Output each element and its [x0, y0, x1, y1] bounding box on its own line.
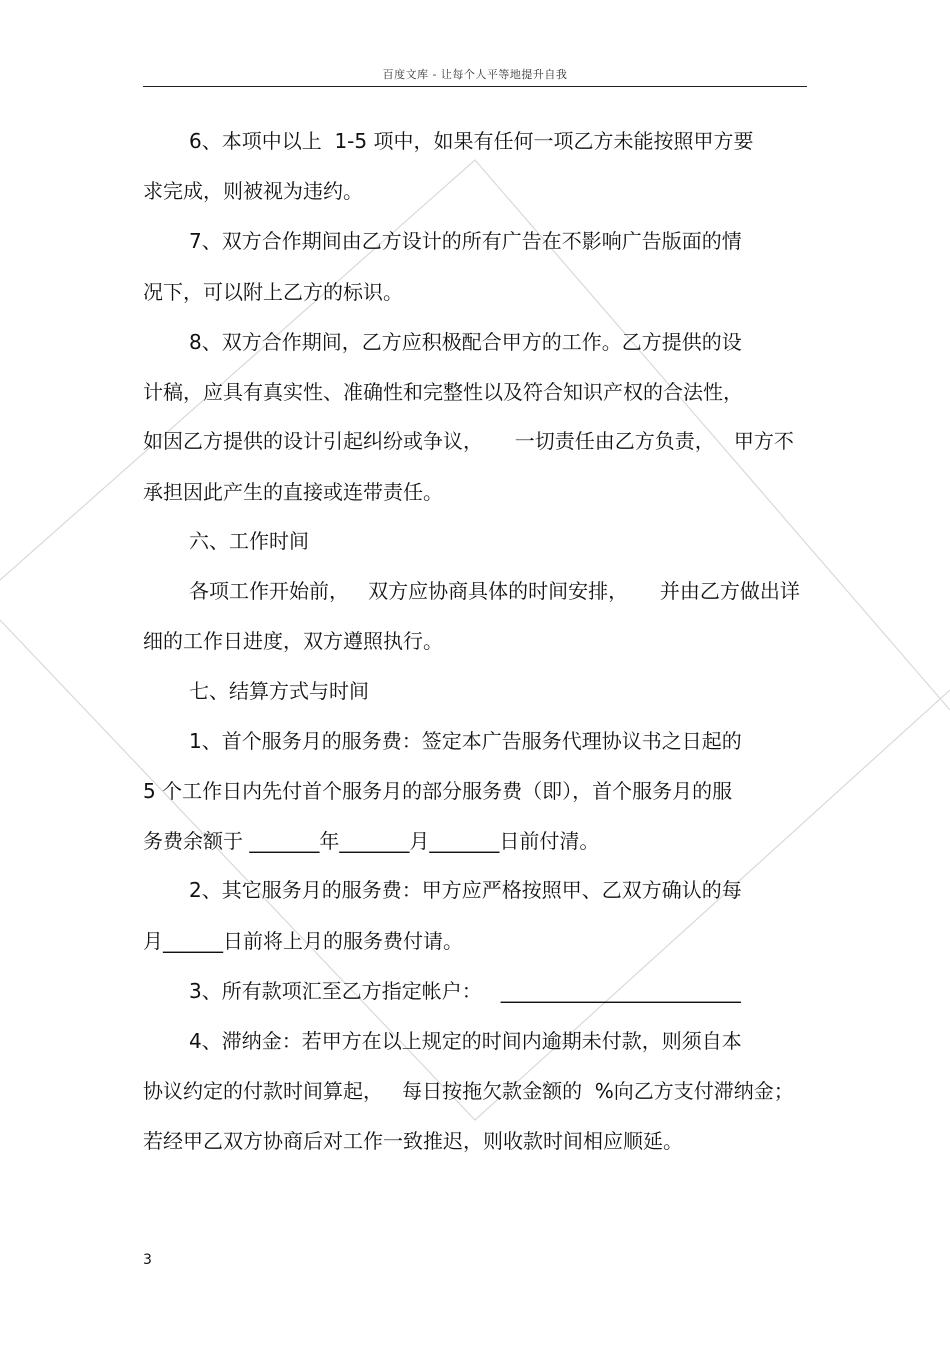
text-line: 6、本项中以上 1-5 项中，如果有任何一项乙方未能按照甲方要: [189, 129, 754, 153]
section-heading: 六、工作时间: [189, 529, 309, 553]
text-line: 求完成，则被视为违约。: [143, 179, 363, 203]
header-rule: [143, 86, 807, 87]
text-line: 况下，可以附上乙方的标识。: [143, 280, 403, 304]
section-heading: 七、结算方式与时间: [189, 679, 369, 703]
text-line: 计稿，应具有真实性、准确性和完整性以及符合知识产权的合法性，: [143, 380, 743, 404]
text-line: 如因乙方提供的设计引起纠纷或争议， 一切责任由乙方负责， 甲方不: [143, 429, 794, 453]
text-line: 若经甲乙双方协商后对工作一致推迟，则收款时间相应顺延。: [143, 1129, 683, 1153]
text-line: 7、双方合作期间由乙方设计的所有广告在不影响广告版面的情: [189, 229, 742, 253]
text-line: 务费余额于 _______年_______月_______日前付清。: [143, 829, 600, 853]
text-line: 4、滞纳金：若甲方在以上规定的时间内逾期未付款，则须自本: [189, 1029, 742, 1053]
text-line: 协议约定的付款时间算起， 每日按拖欠款金额的 %向乙方支付滞纳金；: [143, 1079, 794, 1103]
text-line: 承担因此产生的直接或连带责任。: [143, 480, 443, 504]
text-line: 细的工作日进度，双方遵照执行。: [143, 629, 443, 653]
page-header: 百度文库 - 让每个人平等地提升自我: [382, 68, 568, 81]
text-line: 各项工作开始前， 双方应协商具体的时间安排， 并由乙方做出详: [189, 579, 800, 603]
text-line: 1、首个服务月的服务费：签定本广告服务代理协议书之日起的: [189, 729, 742, 753]
text-line: 5 个工作日内先付首个服务月的部分服务费（即），首个服务月的服: [143, 779, 733, 803]
text-line: 2、其它服务月的服务费：甲方应严格按照甲、乙双方确认的每: [189, 878, 742, 902]
text-line: 8、双方合作期间，乙方应积极配合甲方的工作。乙方提供的设: [189, 330, 742, 354]
page-number: 3: [143, 1252, 152, 1268]
text-line: 3、所有款项汇至乙方指定帐户： ________________________: [189, 979, 741, 1003]
text-line: 月______日前将上月的服务费付请。: [143, 929, 463, 953]
